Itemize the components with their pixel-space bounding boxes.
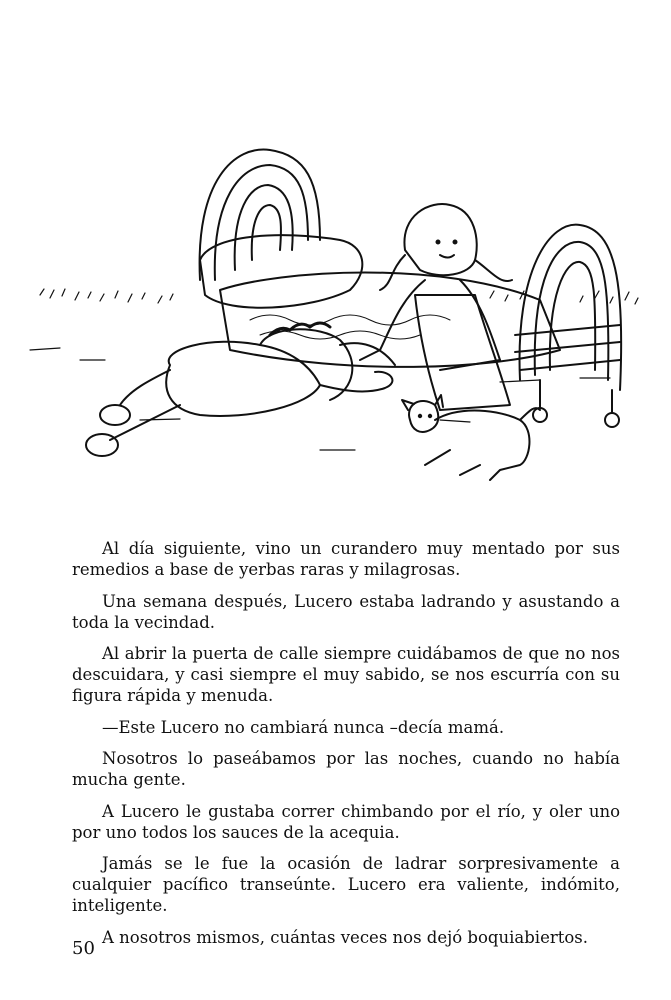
paragraph: A Lucero le gustaba correr chimbando por el río, y oler uno por uno todos los sauces de la acequia. — [72, 801, 620, 842]
paragraph: Al abrir la puerta de calle siempre cuidábamos de que no nos descuidara, y casi siempre el muy sabido, se nos escurría con su figura rápida y menuda. — [72, 644, 620, 705]
illustration-drawing — [20, 120, 650, 510]
floor-hatching — [30, 289, 638, 450]
paragraph: Jamás se le fue la ocasión de ladrar sorpresivamente a cualquier pacífico transeúnte. Lucero era valiente, indómito, inteligente. — [72, 854, 620, 915]
paragraph: Una semana después, Lucero estaba ladrando y asustando a toda la vecindad. — [72, 591, 620, 632]
mattress — [220, 273, 560, 367]
page-number: 50 — [72, 938, 95, 959]
paragraph: —Este Lucero no cambiará nunca –decía mamá. — [102, 717, 505, 737]
story-text — [72, 538, 620, 958]
boy-figure — [86, 323, 395, 456]
paragraph: Nosotros lo paseábamos por las noches, cuando no había mucha gente. — [72, 749, 620, 789]
bed-footboard — [515, 225, 621, 427]
bedroom-illustration — [20, 120, 650, 510]
bed-headboard — [200, 150, 320, 280]
paragraph: Al día siguiente, vino un curandero muy mentado por sus remedios a base de yerbas raras y milagrosas. — [72, 539, 620, 579]
paragraph: A nosotros mismos, cuántas veces nos dejó boquiabiertos. — [102, 927, 588, 947]
girl-figure — [360, 204, 512, 410]
